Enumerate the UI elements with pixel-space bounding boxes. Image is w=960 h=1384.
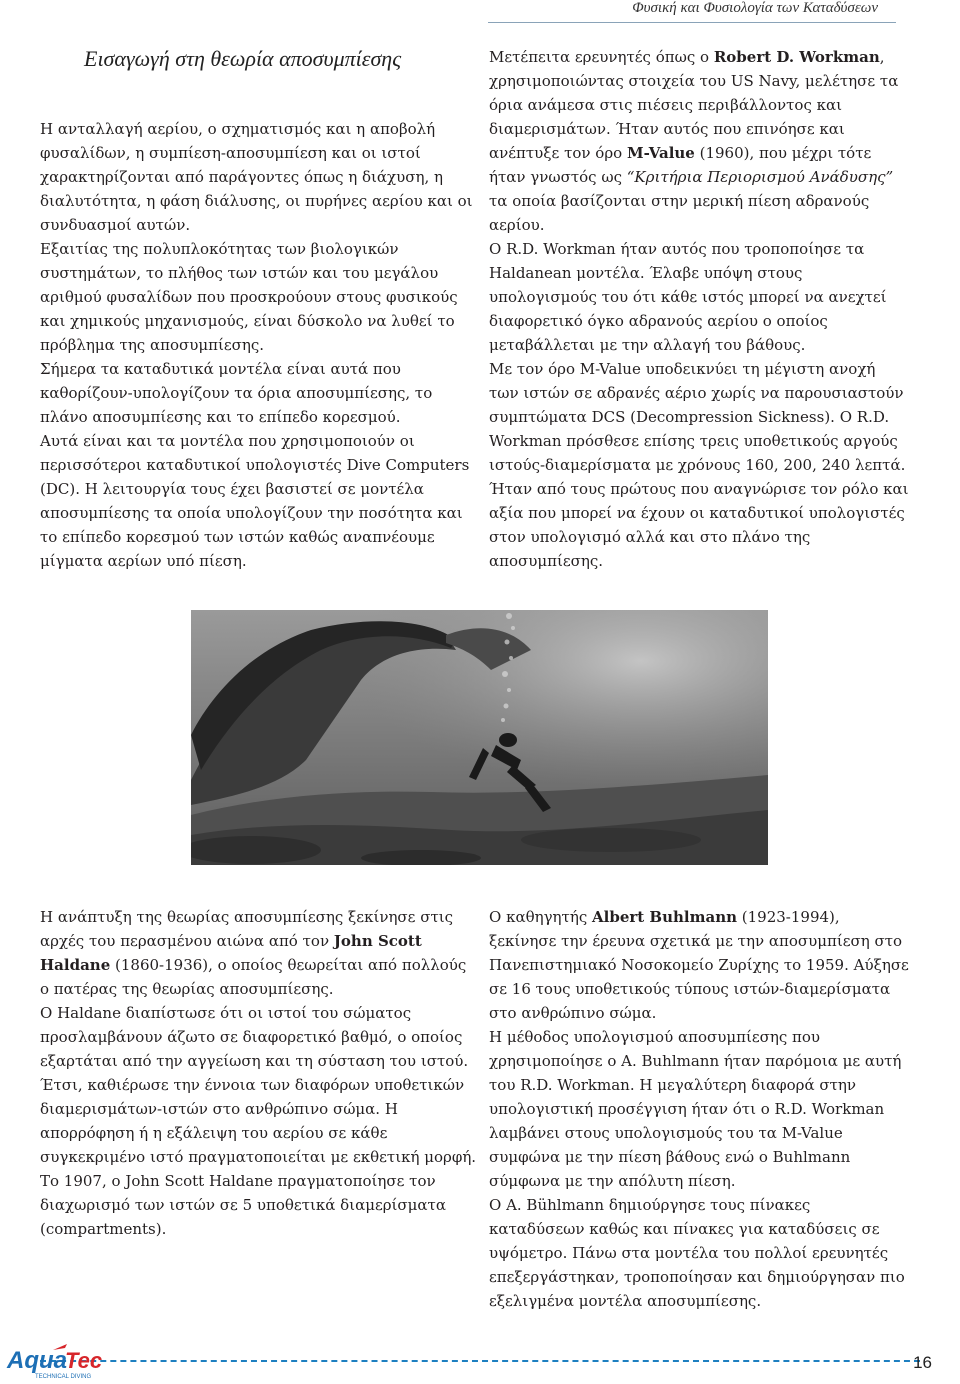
page-number: 16: [913, 1353, 932, 1372]
paragraph: Το 1907, ο John Scott Haldane πραγματοποίησε τον διαχωρισμό των ιστών σε 5 υποθετικά διαμερίσματα (compartments).: [40, 1172, 446, 1238]
name-buhlmann: Albert Buhlmann: [592, 908, 738, 926]
header-rule: [488, 22, 896, 23]
logo-mark: [5, 1340, 155, 1380]
paragraph: Η μέθοδος υπολογισμού αποσυμπίεσης που χρησιμοποίησε ο A. Buhlmann ήταν παρόμοια με αυτή του R.D. Workman. Η μεγαλύτερη διαφορά στην υπολογιστική προσέγγιση ήταν ότι ο R.D. Workman λαμβάνει στους υπολογισμούς του τα M-Value συμφώνα με την πίεση βάθους ενώ ο Buhlmann σύμφωνα με την απόλυτη πίεση.: [489, 1028, 902, 1190]
column-3: [40, 905, 480, 1241]
name-workman: Robert D. Workman: [713, 48, 880, 66]
paragraph: Η ανταλλαγή αερίου, ο σχηματισμός και η αποβολή φυσαλίδων, η συμπίεση-αποσυμπίεση και οι ιστοί χαρακτηρίζονται από παράγοντες όπως η διάχυση, η διαλυτότητα, η φάση διάλυσης, οι πυρήνες αερίου και οι συνδυασμοί αυτών.: [40, 120, 473, 234]
paragraph: Μετέπειτα ερευνητές όπως ο Robert D. Workman, χρησιμοποιώντας στοιχεία του US Navy, μελέτησε τα όρια ανάμεσα στις πιέσεις περιβάλλοντος και διαμερισμάτων. Ήταν αυτός που επινόησε και ανέπτυξε τον όρο M-Value (1960), που μέχρι τότε ήταν γνωστός ως “Κριτήρια Περιορισμού Ανάδυσης” τα οποία βασίζονται στην μερική πίεση αδρανούς αερίου.: [489, 48, 899, 234]
svg-text:Aqua: Aqua: [7, 1347, 67, 1374]
svg-text:Tec: Tec: [65, 1348, 103, 1373]
paragraph: Η ανάπτυξη της θεωρίας αποσυμπίεσης ξεκίνησε στις αρχές του περασμένου αιώνα από τον John Scott Haldane (1860-1936), ο οποίος θεωρείται από πολλούς ο πατέρας της θεωρίας αποσυμπίεσης.: [40, 908, 467, 998]
running-header: Φυσική και Φυσιολογία των Καταδύσεων: [632, 0, 878, 16]
column-2: [489, 45, 909, 573]
paragraph: O R.D. Workman ήταν αυτός που τροποποίησε τα Haldanean μοντέλα. Έλαβε υπόψη στους υπολογισμούς του ότι κάθε ιστός μπορεί να ανεχτεί διαφορετικό όγκο αδρανούς αερίου ο οποίος μεταβάλλεται με την αλλαγή του βάθους.: [489, 240, 887, 354]
paragraph: Με τον όρο M-Value υποδεικνύει τη μέγιστη ανοχή των ιστών σε αδρανές αέριο χωρίς να παρουσιαστούν συμπτώματα DCS (Decompression Sickness). O R.D. Workman πρόσθεσε επίσης τρεις υποθετικούς αργούς ιστούς-διαμερίσματα με χρόνους 160, 200, 240 λεπτά. Ήταν από τους πρώτους που αναγνώρισε τον ρόλο και αξία που μπορεί να έχουν οι καταδυτικοί υπολογιστές στον υπολογισμό αλλά και στο πλάνο της αποσυμπίεσης.: [489, 360, 909, 570]
quoted-term: “Κριτήρια Περιορισμού Ανάδυσης”: [626, 168, 894, 186]
column-1: [40, 117, 480, 573]
paragraph: Αυτά είναι και τα μοντέλα που χρησιμοποιούν οι περισσότεροι καταδυτικοί υπολογιστές Dive Computers (DC). Η λειτουργία τους έχει βασιστεί σε μοντέλα αποσυμπίεσης τα οποία υπολογίζουν την ποσότητα και το επίπεδο κορεσμού των ιστών καθώς αναπνέουμε μίγματα αερίων υπό πίεση.: [40, 432, 470, 570]
paragraph: O A. Bühlmann δημιούργησε τους πίνακες καταδύσεων καθώς και πίνακες για καταδύσεις σε υψόμετρο. Πάνω στα μοντέλα του πολλοί ερευνητές επεξεργάστηκαν, τροποποίησαν και δημιούργησαν πιο εξελιγμένα μοντέλα αποσυμπίεσης.: [489, 1196, 905, 1310]
paragraph: Σήμερα τα καταδυτικά μοντέλα είναι αυτά που καθορίζουν-υπολογίζουν τα όρια αποσυμπίεσης, το πλάνο αποσυμπίεσης και το επίπεδο κορεσμού.: [40, 360, 433, 426]
footer-rule: [40, 1360, 920, 1362]
photo-illustration: [191, 610, 768, 865]
section-title: Εισαγωγή στη θεωρία αποσυμπίεσης: [84, 46, 402, 71]
paragraph: Ο καθηγητής Albert Buhlmann (1923-1994), ξεκίνησε την έρευνα σχετικά με την αποσυμπίεση στο Πανεπιστημιακό Νοσοκομείο Ζυρίχης το 1959. Αύξησε σε 16 τους υποθετικούς τύπους ιστών-διαμερίσματα στο ανθρώπινο σώμα.: [489, 908, 909, 1022]
diver-wreck-photo: [191, 610, 768, 865]
svg-text:TECHNICAL DIVING: TECHNICAL DIVING: [35, 1374, 92, 1380]
paragraph: O Haldane διαπίστωσε ότι οι ιστοί του σώματος προσλαμβάνουν άζωτο σε διαφορετικό βαθμό, ο οποίος εξαρτάται από την αγγείωση και τη σύσταση του ιστού. Έτσι, καθιέρωσε την έννοια των διαφόρων υποθετικών διαμερισμάτων-ιστών στο ανθρώπινο σώμα. Η απορρόφηση ή η εξάλειψη του αερίου σε κάθε συγκεκριμένο ιστό πραγματοποιείται με εκθετική μορφή.: [40, 1004, 477, 1166]
term-m-value: M-Value: [626, 144, 695, 162]
paragraph: Εξαιτίας της πολυπλοκότητας των βιολογικών συστημάτων, το πλήθος των ιστών και του μεγάλου αριθμού φυσαλίδων που προσκρούουν στους φυσικούς και χημικούς μηχανισμούς, είναι δύσκολο να λυθεί το πρόβλημα της αποσυμπίεσης.: [40, 240, 458, 354]
aquatec-logo: [5, 1340, 155, 1380]
column-4: [489, 905, 909, 1313]
name-haldane: John Scott Haldane: [40, 932, 422, 974]
